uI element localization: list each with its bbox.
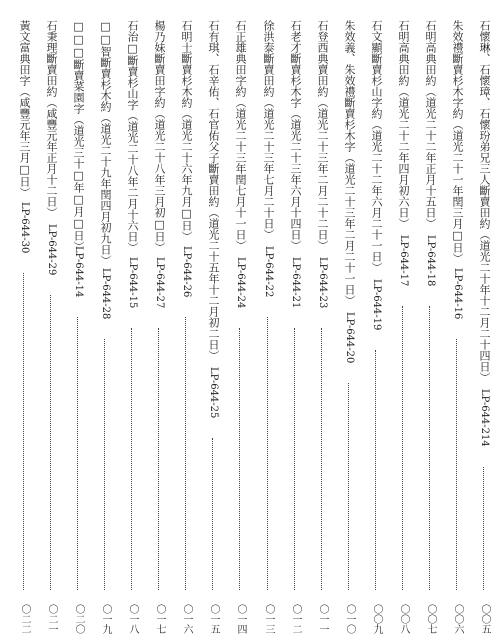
entry-title: 朱效禮斷賣杉木字約（道光二十一年閏三月□日） xyxy=(451,20,464,264)
entry-title: 朱效義、朱效禮斷賣杉木字（道光二十三年二月二十一日） xyxy=(343,20,356,306)
entry-code: LP-644-29 xyxy=(46,224,57,276)
entry-code: LP-644-18 xyxy=(425,235,436,287)
toc-entry[interactable] xyxy=(41,8,61,634)
page-number: 〇一二 xyxy=(290,604,301,634)
entry-code: LP-644-214 xyxy=(479,389,490,447)
entry-title: 楊乃妹斷賣田字約（道光二十八年三月初□日） xyxy=(153,20,166,253)
entry-title: 石正雄典田字約（道光二十三年閏七月十一日） xyxy=(234,20,247,251)
page-number: 〇〇八 xyxy=(398,604,409,634)
page-number: 〇一五 xyxy=(208,604,219,634)
leader-dots xyxy=(23,273,24,590)
entry-title: 徐洪泰斷賣田約（道光二十三年七月二十日） xyxy=(262,20,275,240)
entry-title: 石文顯斷賣杉山字約（道光二十二年六月二十一日） xyxy=(370,20,383,273)
toc-entry[interactable] xyxy=(176,8,196,634)
toc-entry[interactable] xyxy=(149,8,169,634)
page-number: 〇二二 xyxy=(19,604,30,634)
leader-dots xyxy=(50,295,51,590)
entry-title: 石登西典賣田約（道光二十三年二月二十二日） xyxy=(316,20,329,251)
entry-code: LP-644-27 xyxy=(154,257,165,309)
toc-entry[interactable] xyxy=(366,8,386,634)
page-number: 〇一一 xyxy=(317,604,328,634)
page-number: 〇一六 xyxy=(181,604,192,634)
page-number: 〇一四 xyxy=(235,604,246,634)
entry-code: LP-644-26 xyxy=(181,246,192,298)
leader-dots xyxy=(267,317,268,590)
toc-entry[interactable] xyxy=(312,8,332,634)
page-number: 〇〇六 xyxy=(452,604,463,634)
entry-title: □□□斷賣菜園字（道光三十□年□月□日） xyxy=(72,20,85,252)
toc-entry[interactable] xyxy=(68,8,88,634)
entry-title: 石明高典田約（道光二十二年四月初六日） xyxy=(397,20,410,229)
page-number: 〇二一 xyxy=(46,604,57,634)
page-number: 〇〇五 xyxy=(479,604,490,634)
leader-dots xyxy=(77,317,78,590)
entry-title: 石懷琳、石懷璋、石懷玢弟兄三人斷賣田約（道光二十年十二月二十四日） xyxy=(478,20,491,383)
leader-dots xyxy=(402,306,403,590)
entry-code: LP-644-21 xyxy=(290,257,301,309)
leader-dots xyxy=(185,317,186,590)
entry-title: 石有琪、石辛佑、石官佑父子斷賣田約（道光二十五年十二月初二日） xyxy=(207,20,220,361)
toc-entry[interactable] xyxy=(393,8,413,634)
toc-entry[interactable] xyxy=(14,8,34,634)
entry-title: 黃文富典田字（咸豐元年三月□日） xyxy=(18,20,31,198)
leader-dots xyxy=(158,328,159,590)
entry-code: LP-644-20 xyxy=(344,312,355,364)
leader-dots xyxy=(294,328,295,590)
page-number: 〇一〇 xyxy=(344,604,355,634)
toc-entry[interactable] xyxy=(447,8,467,634)
leader-dots xyxy=(375,350,376,590)
entry-title: 石老才斷賣杉木字（道光二十三年六月十四日） xyxy=(289,20,302,251)
entry-title: 石秉理斷賣田約（咸豐元年正月十二日） xyxy=(45,20,58,218)
entry-title: □□智斷賣杉木約（道光二十九年閏四月初九日） xyxy=(99,20,112,266)
entry-code: LP-644-22 xyxy=(263,246,274,298)
toc-entry[interactable] xyxy=(420,8,440,634)
page-number: 〇〇九 xyxy=(371,604,382,634)
leader-dots xyxy=(212,438,213,590)
toc-entry[interactable] xyxy=(122,8,142,634)
entry-title: 石明士斷賣杉木約（道光二十六年九月□日） xyxy=(180,20,193,242)
page-number: 〇一七 xyxy=(154,604,165,634)
entry-code: LP-644-25 xyxy=(208,367,219,419)
page-number: 〇二〇 xyxy=(73,604,84,634)
entry-code: LP-644-23 xyxy=(317,257,328,309)
leader-dots xyxy=(483,467,484,590)
entry-code: LP-644-24 xyxy=(235,257,246,309)
page-number: 〇〇七 xyxy=(425,604,436,634)
entry-code: LP-644-19 xyxy=(371,279,382,331)
entry-code: LP-644-28 xyxy=(100,268,111,320)
toc-entry[interactable] xyxy=(230,8,250,634)
leader-dots xyxy=(321,328,322,590)
entry-title: 石明高典田約（道光二十二年正月十五日） xyxy=(424,20,437,229)
page-number: 〇一三 xyxy=(263,604,274,634)
toc-entry[interactable] xyxy=(474,8,494,634)
toc-entry[interactable] xyxy=(285,8,305,634)
leader-dots xyxy=(429,306,430,590)
leader-dots xyxy=(131,328,132,590)
entry-code: LP-644-30 xyxy=(19,202,30,254)
leader-dots xyxy=(348,383,349,590)
page-number: 〇一九 xyxy=(100,604,111,634)
entry-code: LP-644-14 xyxy=(73,246,84,298)
leader-dots xyxy=(456,339,457,590)
entry-code: LP-644-16 xyxy=(452,268,463,320)
toc-entry[interactable] xyxy=(95,8,115,634)
page-number: 〇一八 xyxy=(127,604,138,634)
leader-dots xyxy=(239,328,240,590)
toc-entry[interactable] xyxy=(258,8,278,634)
leader-dots xyxy=(104,339,105,590)
entry-title: 石治□斷賣杉山字（道光二十八年二月十六日） xyxy=(126,20,139,253)
entry-code: LP-644-15 xyxy=(127,257,138,309)
toc-entry[interactable] xyxy=(203,8,223,634)
toc-entry[interactable] xyxy=(339,8,359,634)
entry-code: LP-644-17 xyxy=(398,235,409,287)
